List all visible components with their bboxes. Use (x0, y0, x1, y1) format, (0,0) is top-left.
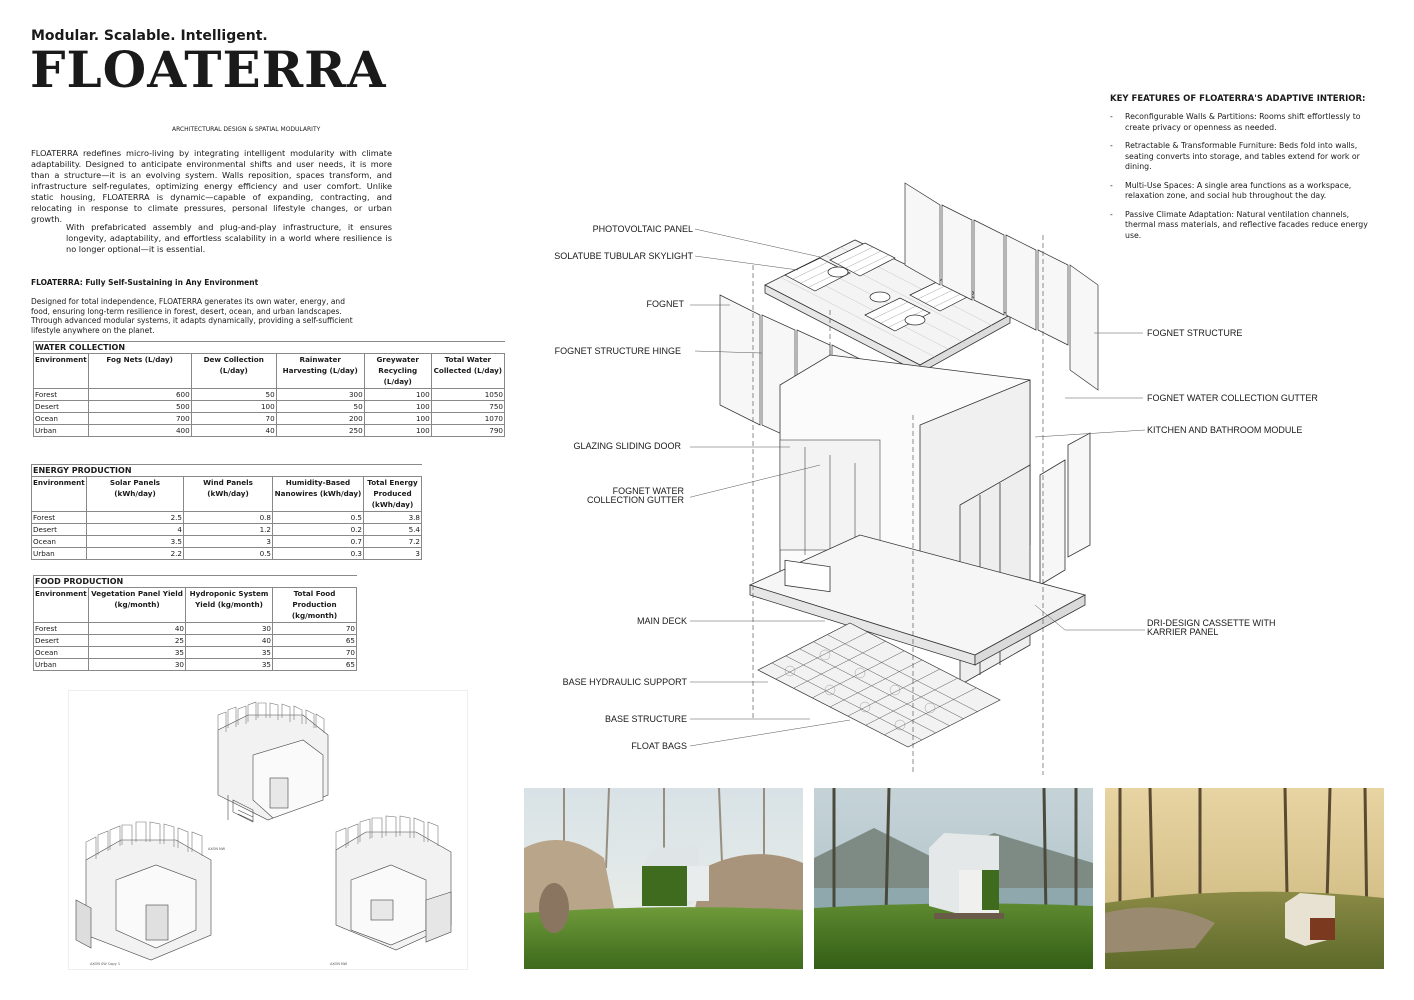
table-cell: 65 (273, 635, 357, 647)
water-collection-table (33, 341, 505, 437)
table-cell: 0.5 (273, 512, 364, 524)
table-header: Total Water Collected (L/day) (431, 354, 504, 389)
table-row (34, 413, 505, 425)
list-item: - Passive Climate Adaptation: Natural ventilation channels, thermal mass materials, and reflective facades reduce energy use. (1110, 210, 1375, 242)
table-cell: 750 (431, 401, 504, 413)
key-features-heading: KEY FEATURES OF FLOATERRA'S ADAPTIVE INTERIOR: (1110, 94, 1366, 104)
label-fognet-gutter-right: FOGNET WATER COLLECTION GUTTER (1147, 393, 1318, 403)
table-cell: Forest (34, 389, 89, 401)
table-cell: 2.5 (87, 512, 184, 524)
table-cell: 0.5 (184, 548, 273, 560)
table-header: Environment (34, 588, 89, 623)
table-cell: 35 (186, 647, 273, 659)
self-sustaining-heading: FLOATERRA: Fully Self-Sustaining in Any Environment (31, 278, 259, 287)
render-photo-lakeside (814, 788, 1093, 969)
table-cell: 1050 (431, 389, 504, 401)
table-header: Vegetation Panel Yield (kg/month) (89, 588, 186, 623)
table-cell: 50 (276, 401, 364, 413)
table-cell: 40 (191, 425, 276, 437)
table-cell: 250 (276, 425, 364, 437)
table-caption: FOOD PRODUCTION (34, 576, 357, 588)
food-production-table (33, 575, 357, 671)
table-cell: 7.2 (364, 536, 422, 548)
render-desert-image (524, 788, 803, 969)
table-header: Total Energy Produced (kWh/day) (364, 477, 422, 512)
list-item: - Retractable & Transformable Furniture: Beds fold into walls, seating converts into storage, and tables extend for work or dining. (1110, 141, 1375, 173)
table-cell: Desert (34, 401, 89, 413)
table-cell: 400 (88, 425, 191, 437)
page-title: FLOATERRA (30, 40, 387, 99)
energy-production-table (31, 464, 422, 560)
table-row (34, 647, 357, 659)
label-dri-design: KARRIER PANEL (1147, 627, 1219, 637)
table-row (32, 524, 422, 536)
self-sustaining-text: Designed for total independence, FLOATERRA generates its own water, energy, and food, ensuring long-term resilience in forest, desert, ocean, and urban landscapes. Through advanced modular systems, it adapts dynamically, providing a self-sufficient lifestyle anywhere on the planet. (31, 297, 353, 335)
table-cell: 3 (364, 548, 422, 560)
table-cell: 0.2 (273, 524, 364, 536)
table-cell: 65 (273, 659, 357, 671)
view-caption: AXON NW (208, 847, 226, 851)
render-photo-forest (1105, 788, 1384, 969)
table-cell: 1070 (431, 413, 504, 425)
table-row (34, 425, 505, 437)
label-fognet: FOGNET (646, 299, 684, 309)
table-cell: Urban (34, 425, 89, 437)
table-cell: Urban (34, 659, 89, 671)
table-cell: 70 (273, 623, 357, 635)
table-cell: 3 (184, 536, 273, 548)
table-cell: 0.3 (273, 548, 364, 560)
table-cell: Forest (32, 512, 87, 524)
view-caption: AXON NW (330, 962, 348, 966)
label-glazing-door: GLAZING SLIDING DOOR (573, 441, 681, 451)
table-cell: Urban (32, 548, 87, 560)
table-cell: 100 (364, 401, 431, 413)
axonometric-views-drawing (68, 690, 468, 970)
table-header: Dew Collection (L/day) (191, 354, 276, 389)
table-cell: 30 (186, 623, 273, 635)
section-label: ARCHITECTURAL DESIGN & SPATIAL MODULARITY (172, 126, 321, 133)
table-cell: 700 (88, 413, 191, 425)
table-row (34, 623, 357, 635)
table-cell: 2.2 (87, 548, 184, 560)
label-float-bags: FLOAT BAGS (631, 741, 687, 751)
intro-paragraph-1: FLOATERRA redefines micro-living by integrating intelligent modularity with climate adaptability. Designed to anticipate environmental shifts and user needs, it is more than a structure—it is an evolving system. Walls reposition, spaces transform, and infrastructure self-regulates, optimizing energy efficiency and user comfort. Unlike static housing, FLOATERRA is dynamic—capable of expanding, contracting, and relocating in response to climate pressures, personal lifestyle changes, or urban growth. (31, 148, 392, 224)
table-header: Total Food Production (kg/month) (273, 588, 357, 623)
table-cell: 4 (87, 524, 184, 536)
table-row (34, 659, 357, 671)
label-dri-design: DRI-DESIGN CASSETTE WITH (1147, 618, 1276, 628)
table-header: Rainwater Harvesting (L/day) (276, 354, 364, 389)
table-cell: 100 (364, 413, 431, 425)
table-row (34, 635, 357, 647)
table-cell: 200 (276, 413, 364, 425)
table-header: Solar Panels (kWh/day) (87, 477, 184, 512)
table-cell: 0.8 (184, 512, 273, 524)
label-kitchen-module: KITCHEN AND BATHROOM MODULE (1147, 425, 1303, 435)
table-cell: 40 (89, 623, 186, 635)
table-caption: ENERGY PRODUCTION (32, 465, 422, 477)
table-cell: 3.5 (87, 536, 184, 548)
label-base-hydraulic: BASE HYDRAULIC SUPPORT (562, 677, 687, 687)
table-cell: Forest (34, 623, 89, 635)
label-solatube-skylight: SOLATUBE TUBULAR SKYLIGHT (554, 251, 693, 261)
table-cell: 5.4 (364, 524, 422, 536)
label-fognet-hinge: FOGNET STRUCTURE HINGE (554, 346, 681, 356)
table-cell: 1.2 (184, 524, 273, 536)
table-cell: 70 (273, 647, 357, 659)
exploded-axonometric-diagram (690, 175, 1150, 785)
render-photo-desert (524, 788, 803, 969)
table-cell: 600 (88, 389, 191, 401)
render-forest-image (1105, 788, 1384, 969)
table-header: Humidity-Based Nanowires (kWh/day) (273, 477, 364, 512)
table-cell: 40 (186, 635, 273, 647)
table-header: Environment (32, 477, 87, 512)
table-cell: 70 (191, 413, 276, 425)
label-main-deck: MAIN DECK (636, 616, 687, 626)
table-row (32, 548, 422, 560)
table-row (32, 512, 422, 524)
table-cell: 100 (191, 401, 276, 413)
table-row (34, 401, 505, 413)
table-header: Greywater Recycling (L/day) (364, 354, 431, 389)
table-header: Hydroponic System Yield (kg/month) (186, 588, 273, 623)
table-cell: 100 (364, 389, 431, 401)
intro-paragraph-2: With prefabricated assembly and plug-and-play infrastructure, it ensures longevity, adaptability, and effortless scalability in a world where resilience is no longer optional—it is essential. (66, 222, 392, 254)
render-lakeside-image (814, 788, 1093, 969)
label-base-structure: BASE STRUCTURE (604, 714, 687, 724)
table-cell: 50 (191, 389, 276, 401)
table-cell: Ocean (34, 647, 89, 659)
table-header: Fog Nets (L/day) (88, 354, 191, 389)
table-cell: 790 (431, 425, 504, 437)
table-cell: 25 (89, 635, 186, 647)
label-fognet-gutter-left: COLLECTION GUTTER (586, 495, 684, 505)
table-cell: 35 (89, 647, 186, 659)
table-row (32, 536, 422, 548)
table-cell: Desert (32, 524, 87, 536)
list-item: - Multi-Use Spaces: A single area functions as a workspace, relaxation zone, and social hub throughout the day. (1110, 181, 1375, 202)
table-caption: WATER COLLECTION (34, 342, 505, 354)
table-cell: Ocean (32, 536, 87, 548)
table-cell: 300 (276, 389, 364, 401)
table-cell: 100 (364, 425, 431, 437)
label-fognet-structure: FOGNET STRUCTURE (1147, 328, 1243, 338)
table-row (34, 389, 505, 401)
axonometric-views (68, 690, 468, 970)
list-item: - Reconfigurable Walls & Partitions: Rooms shift effortlessly to create privacy or openness as needed. (1110, 112, 1375, 133)
table-cell: 500 (88, 401, 191, 413)
table-cell: 30 (89, 659, 186, 671)
tagline: Modular. Scalable. Intelligent. (31, 28, 268, 44)
fognet-right-lower (1040, 433, 1090, 585)
view-caption: AXON SW Copy 1 (90, 962, 121, 966)
label-fognet-gutter-left: FOGNET WATER (612, 486, 684, 496)
table-header: Environment (34, 354, 89, 389)
table-cell: Ocean (34, 413, 89, 425)
table-cell: 3.8 (364, 512, 422, 524)
table-header: Wind Panels (kWh/day) (184, 477, 273, 512)
table-cell: 35 (186, 659, 273, 671)
table-cell: Desert (34, 635, 89, 647)
label-photovoltaic-panel: PHOTOVOLTAIC PANEL (592, 224, 693, 234)
table-cell: 0.7 (273, 536, 364, 548)
